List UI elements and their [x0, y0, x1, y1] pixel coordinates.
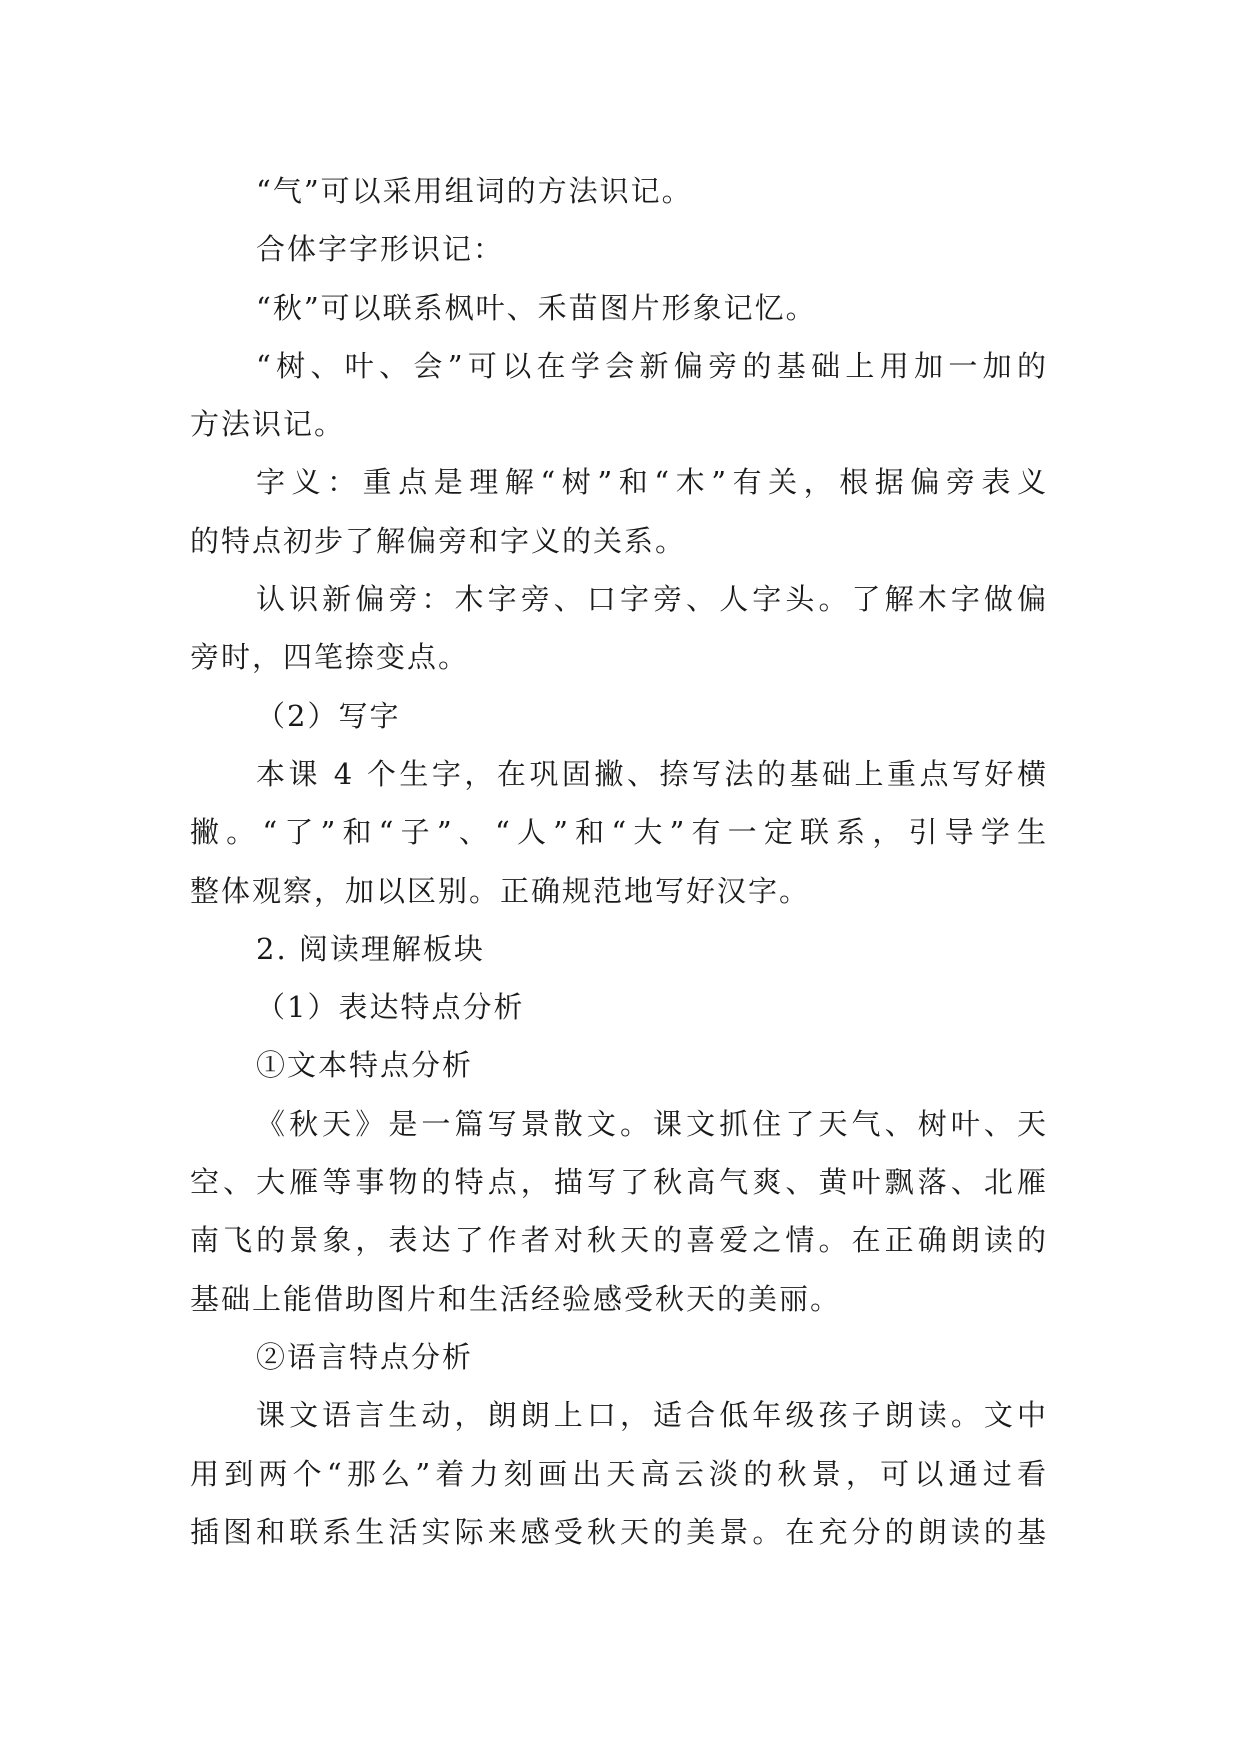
- paragraph-line: 南飞的景象，表达了作者对秋天的喜爱之情。在正确朗读的: [190, 1223, 1048, 1258]
- paragraph-line: 课文语言生动，朗朗上口，适合低年级孩子朗读。文中: [256, 1398, 1048, 1433]
- paragraph-line: 旁时，四笔捺变点。: [190, 640, 470, 675]
- section-heading: （1）表达特点分析: [256, 990, 525, 1025]
- paragraph-line: 方法识记。: [190, 407, 346, 442]
- paragraph-line: “秋”可以联系枫叶、禾苗图片形象记忆。: [256, 290, 817, 325]
- paragraph-line: 整体观察，加以区别。正确规范地写好汉字。: [190, 873, 811, 908]
- paragraph-line: 基础上能借助图片和生活经验感受秋天的美丽。: [190, 1281, 842, 1316]
- paragraph-line: 用到两个“那么”着力刻画出天高云淡的秋景，可以通过看: [190, 1456, 1048, 1491]
- section-heading: ②语言特点分析: [256, 1339, 474, 1374]
- paragraph-line: “气”可以采用组词的方法识记。: [256, 174, 693, 208]
- section-heading: ①文本特点分析: [256, 1048, 474, 1083]
- paragraph-line: 空、大雁等事物的特点，描写了秋高气爽、黄叶飘落、北雁: [190, 1165, 1048, 1200]
- paragraph-line: 《秋天》是一篇写景散文。课文抓住了天气、树叶、天: [256, 1106, 1048, 1141]
- document-body: [190, 162, 1048, 1561]
- paragraph-line: 本课 4 个生字，在巩固撇、捺写法的基础上重点写好横: [256, 756, 1048, 791]
- section-heading: （2）写字: [256, 698, 401, 733]
- paragraph-line: 的特点初步了解偏旁和字义的关系。: [190, 523, 687, 558]
- paragraph-line: 插图和联系生活实际来感受秋天的美景。在充分的朗读的基: [190, 1514, 1048, 1549]
- section-heading: 2. 阅读理解板块: [256, 931, 485, 966]
- paragraph-line: 字义：重点是理解“树”和“木”有关，根据偏旁表义: [256, 465, 1048, 500]
- paragraph-line: “树、叶、会”可以在学会新偏旁的基础上用加一加的: [256, 348, 1048, 383]
- paragraph-line: 撇。“了”和“子”、“人”和“大”有一定联系，引导学生: [190, 815, 1048, 850]
- paragraph-line: 认识新偏旁：木字旁、口字旁、人字头。了解木字做偏: [256, 582, 1048, 617]
- paragraph-line: 合体字字形识记：: [256, 232, 505, 267]
